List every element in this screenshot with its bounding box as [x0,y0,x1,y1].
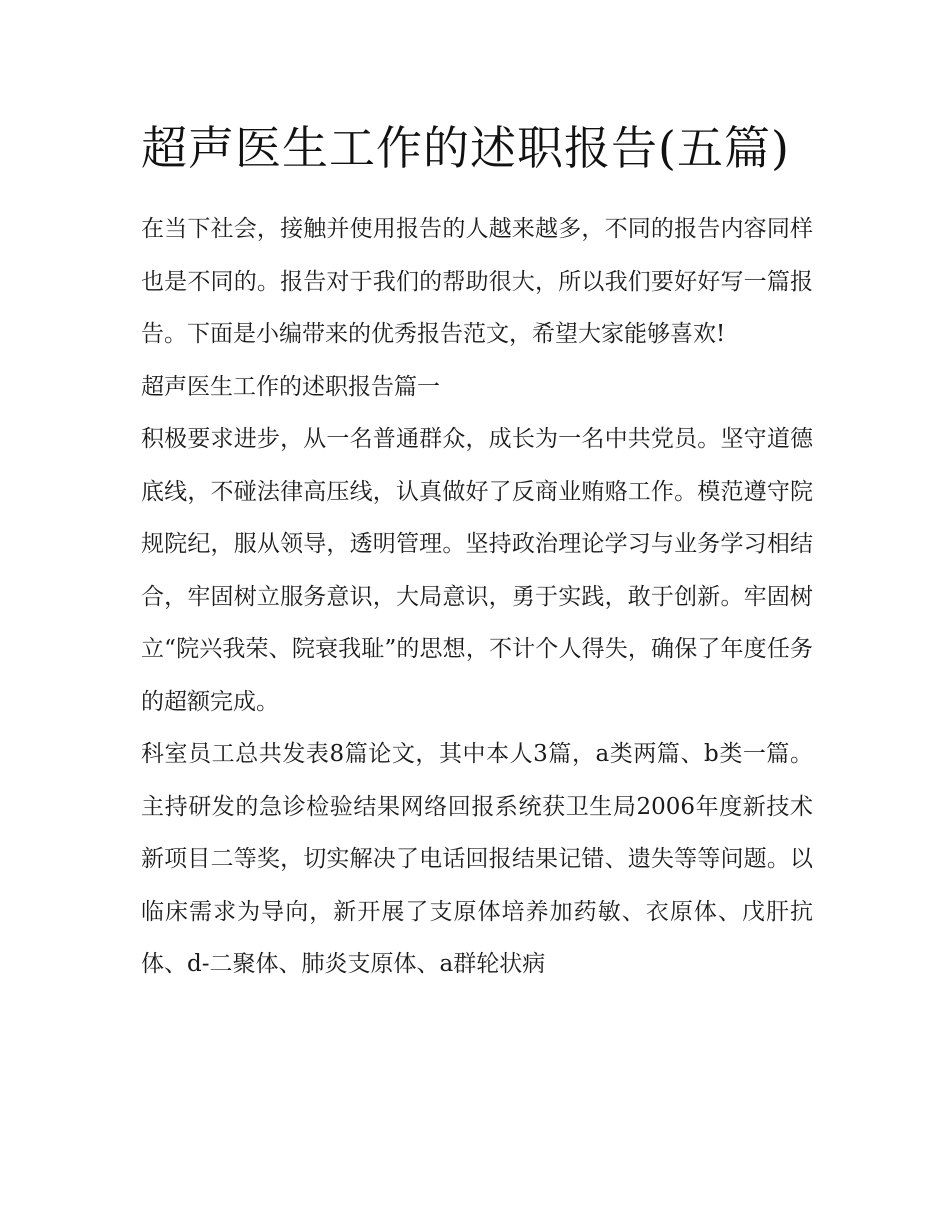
document-title: 超声医生工作的述职报告(五篇) [141,121,790,175]
body-paragraph-2: 科室员工总共发表8篇论文，其中本人3篇，a类两篇、b类一篇。主持研发的急诊检验结果网络回报系统获卫生局2006年度新技术新项目二等奖，切实解决了电话回报结果记错、遗失等等问题。以临床需求为导向，新开展了支原体培养加药敏、衣原体、戊肝抗体、d-二聚体、肺炎支原体、a群轮状病 [141,741,813,977]
intro-paragraph: 在当下社会，接触并使用报告的人越来越多，不同的报告内容同样也是不同的。报告对于我们的帮助很大，所以我们要好好写一篇报告。下面是小编带来的优秀报告范文，希望大家能够喜欢! [141,216,813,347]
document-body [141,112,813,991]
section-heading: 超声医生工作的述职报告篇一 [141,373,440,400]
body-paragraph-1: 积极要求进步，从一名普通群众，成长为一名中共党员。坚守道德底线，不碰法律高压线，认真做好了反商业贿赂工作。模范遵守院规院纪，服从领导，透明管理。坚持政治理论学习与业务学习相结合，牢固树立服务意识，大局意识，勇于实践，敢于创新。牢固树立“院兴我荣、院衰我耻”的思想，不计个人得失，确保了年度任务的超额完成。 [141,426,813,715]
